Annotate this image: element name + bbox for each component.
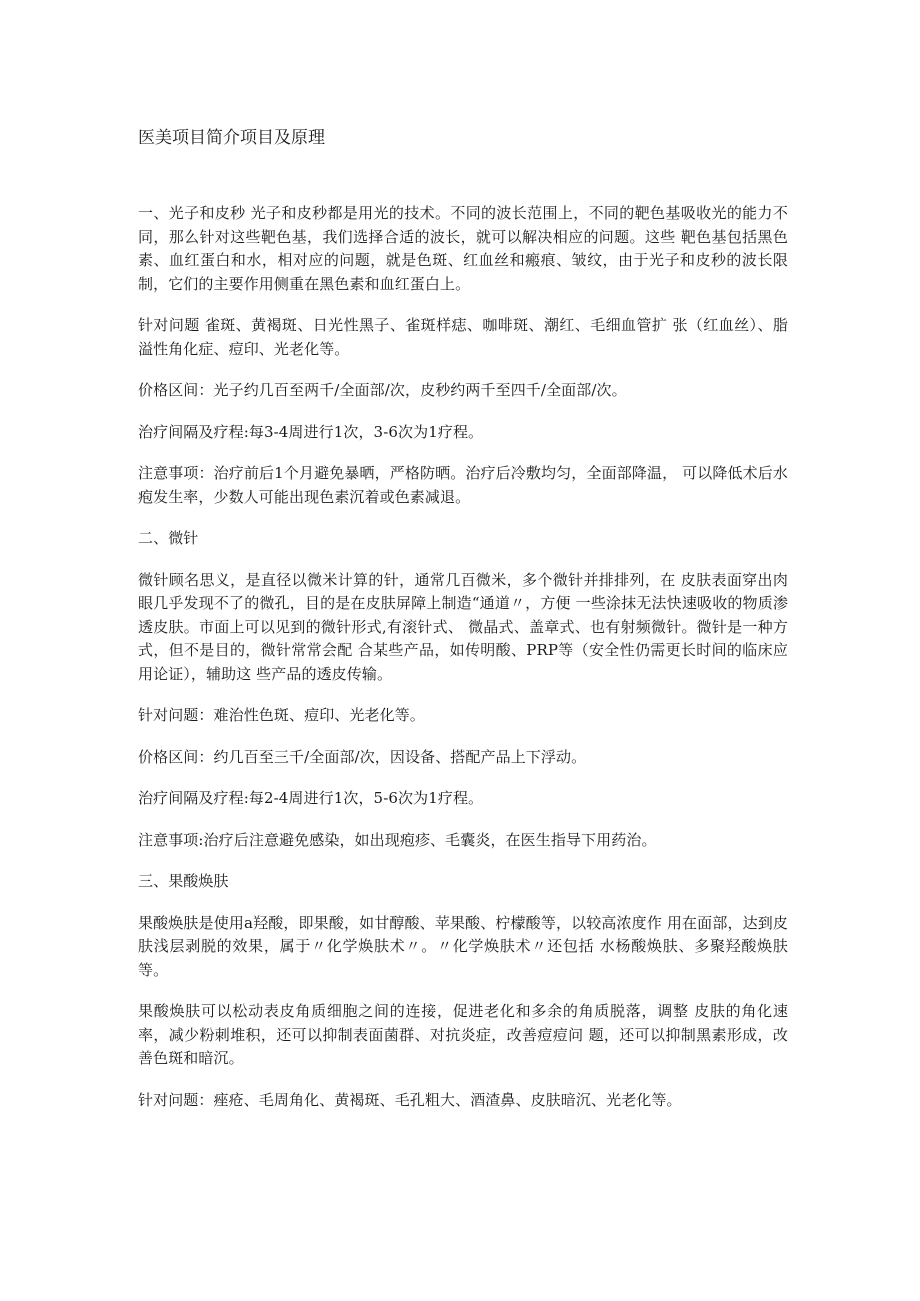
section-2-interval-paragraph: 治疗间隔及疗程:每2-4周进行1次，5-6次为1疗程。 (138, 789, 484, 807)
document-page (138, 124, 788, 1130)
section-3-effect-paragraph: 果酸焕肤可以松动表皮角质细胞之间的连接，促进老化和多余的角质脱落，调整 皮肤的角化速率，减少粉刺堆积，还可以抑制表面菌群、对抗炎症，改善痘痘问 题，还可以抑制黑素形成，改善色斑和暗沉。 (138, 1002, 788, 1067)
section-2-price-paragraph: 价格区间：约几百至三千/全面部/次，因设备、搭配产品上下浮动。 (138, 747, 587, 766)
document-title: 医美项目简介项目及原理 (138, 128, 325, 148)
section-2-targets-paragraph: 针对问题：难治性色斑、痘印、光老化等。 (138, 706, 425, 724)
section-1-notes-paragraph: 注意事项：治疗前后1个月避免暴晒，严格防晒。治疗后冷敷均匀，全面部降温， 可以降低术后水疱发生率，少数人可能出现色素沉着或色素减退。 (138, 464, 788, 506)
section-3-intro-paragraph: 果酸焕肤是使用a羟酸，即果酸，如甘醇酸、苹果酸、柠檬酸等，以较高浓度作 用在面部，达到皮肤浅层剥脱的效果，属于〃化学焕肤术〃。〃化学焕肤术〃还包括 水杨酸焕肤、多聚羟酸焕肤等。 (138, 913, 788, 979)
section-2-heading: 二、微针 (138, 529, 199, 547)
section-3-targets-paragraph: 针对问题：痤疮、毛周角化、黄褐斑、毛孔粗大、酒渣鼻、皮肤暗沉、光老化等。 (138, 1090, 682, 1109)
section-1-price-paragraph: 价格区间：光子约几百至两千/全面部/次，皮秒约两千至四千/全面部/次。 (138, 381, 627, 399)
section-2-intro-paragraph: 微针顾名思义，是直径以微米计算的针，通常几百微米，多个微针并排排列，在 皮肤表面穿出肉眼几乎发现不了的微孔，目的是在皮肤屏障上制造“通道〃，方便 一些涂抹无法快速吸收的物质渗透皮肤。市面上可以见到的微针形式,有滚针式、 微晶式、盖章式、也有射频微针。微针是一种方式，但不是目的，微针常常会配 合某些产品，如传明酸、PRP等（安全性仍需更长时间的临床应用论证），辅助这 些产品的透皮传输。 (138, 570, 788, 683)
section-3-heading: 三、果酸焕肤 (138, 872, 229, 890)
section-1-targets-paragraph: 针对问题 雀斑、黄褐斑、日光性黑子、雀斑样痣、咖啡斑、潮红、毛细血管扩 张（红血丝）、脂溢性角化症、痘印、光老化等。 (138, 316, 788, 358)
section-1-interval-paragraph: 治疗间隔及疗程:每3-4周进行1次，3-6次为1疗程。 (138, 422, 484, 441)
section-2-notes-paragraph: 注意事项:治疗后注意避免感染，如出现疱疹、毛囊炎，在医生指导下用药治。 (138, 830, 657, 849)
section-1-intro-paragraph: 一、光子和皮秒 光子和皮秒都是用光的技术。不同的波长范围上，不同的靶色基吸收光的能力不 同，那么针对这些靶色基，我们选择合适的波长，就可以解决相应的问题。这些 靶色基包括黑色素、血红蛋白和水，相对应的问题，就是色斑、红血丝和瘢痕、皱纹，由于光子和皮秒的波长限制，它们的主要作用侧重在黑色素和血红蛋白上。 (138, 204, 788, 293)
